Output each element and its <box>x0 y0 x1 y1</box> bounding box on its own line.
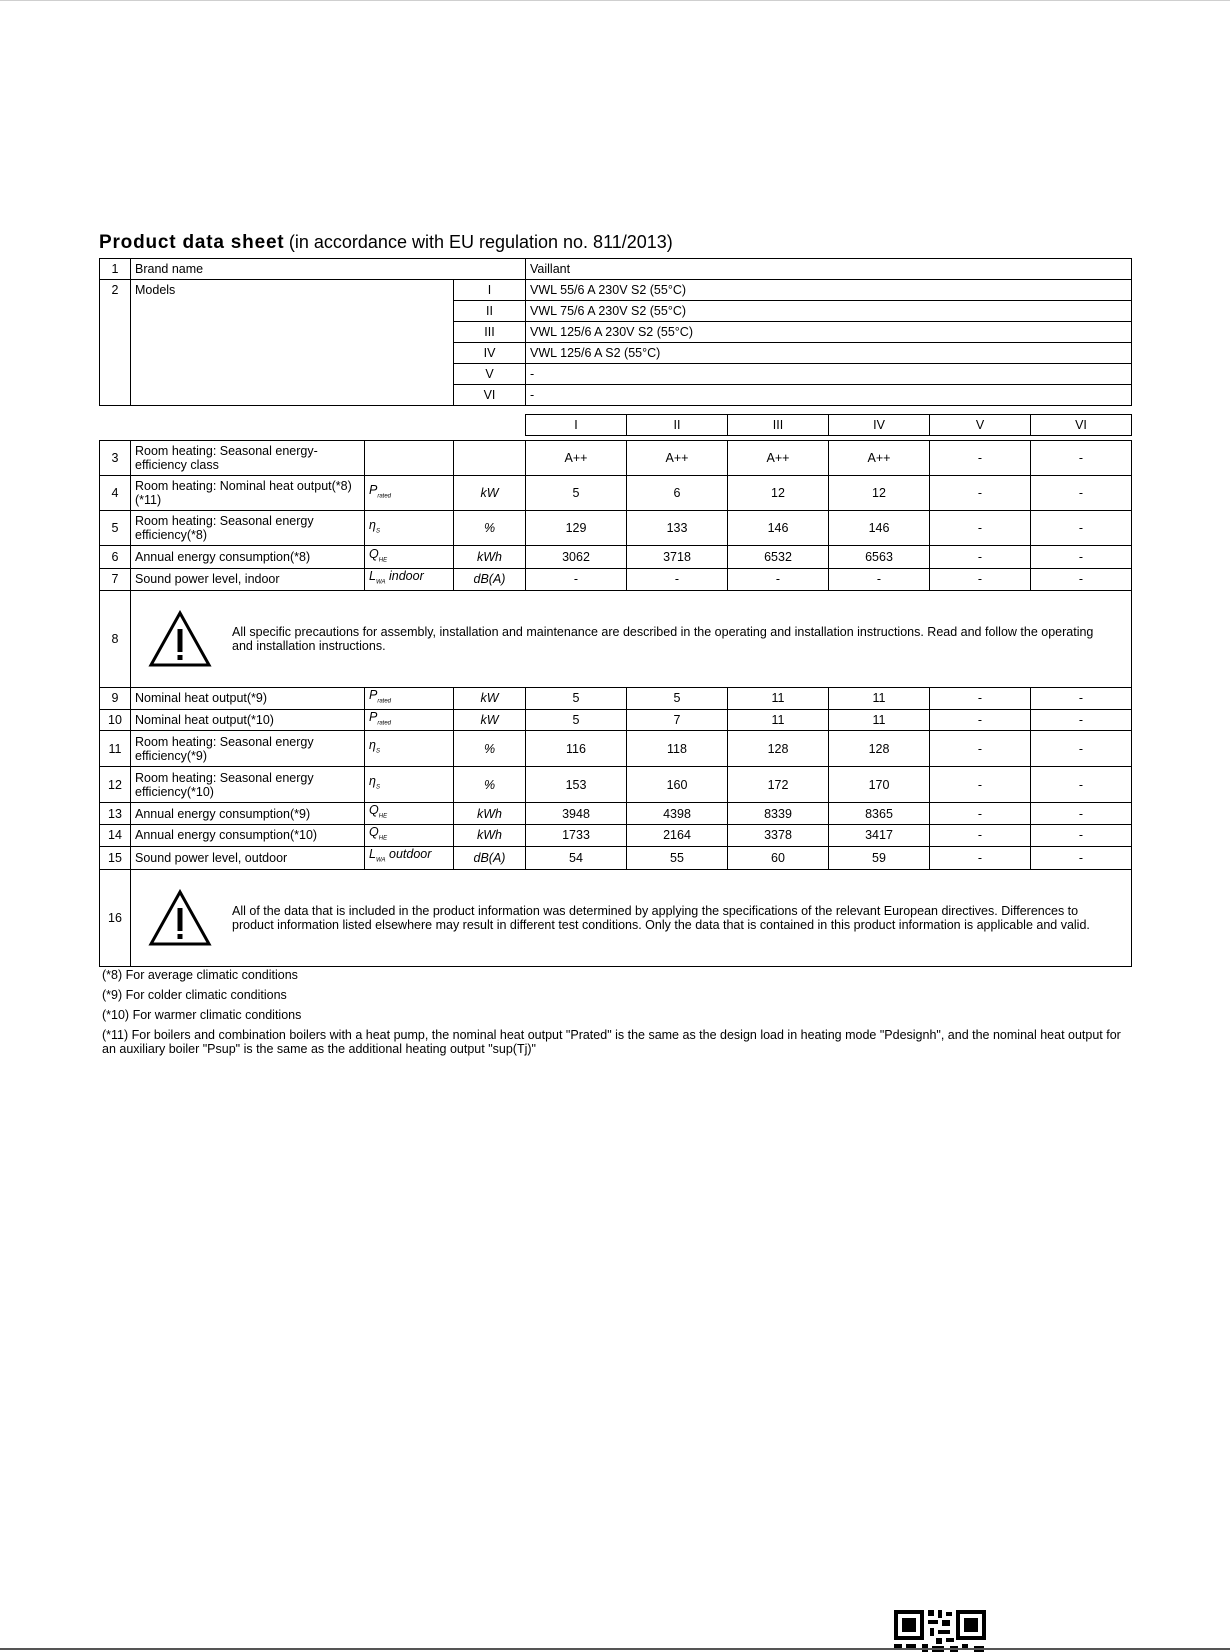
title-main: Product data sheet <box>99 232 285 253</box>
row-value: - <box>1031 546 1132 569</box>
row-value: - <box>930 709 1031 731</box>
row-value: 172 <box>728 767 829 803</box>
symbol-subscript: HE <box>378 835 388 842</box>
footnote: (*11) For boilers and combination boilers with a heat pump, the nominal heat output "Prated" is the same as the design load in heating mode "Pdesignh", and the nominal heat output for an auxiliary boiler "Psup" is the same as the additional heating output "sup(Tj)" <box>102 1028 1121 1056</box>
data-row <box>100 476 1132 511</box>
row-value: 133 <box>627 511 728 546</box>
row-value: - <box>930 569 1031 591</box>
footnote: (*9) For colder climatic conditions <box>102 988 287 1002</box>
row-unit: kWh <box>454 803 526 825</box>
model-name: VWL 125/6 A S2 (55°C) <box>526 343 1132 364</box>
row-label: Room heating: Seasonal energy efficiency(*10) <box>131 767 365 803</box>
row-unit: dB(A) <box>454 846 526 869</box>
symbol-letter: P <box>369 482 378 497</box>
symbol-letter: L <box>369 847 376 862</box>
row-value: - <box>1031 709 1132 731</box>
row-value: - <box>930 441 1031 476</box>
column-header: II <box>627 415 728 436</box>
column-header: V <box>930 415 1031 436</box>
model-name: VWL 125/6 A 230V S2 (55°C) <box>526 322 1132 343</box>
row-value: 3718 <box>627 546 728 569</box>
warning-cell <box>131 869 1132 966</box>
row-value: - <box>930 846 1031 869</box>
row-value: - <box>930 825 1031 847</box>
row-label: Sound power level, indoor <box>131 569 365 591</box>
row-value: 5 <box>526 709 627 731</box>
row-unit: kW <box>454 687 526 709</box>
symbol-subscript: rated <box>377 720 392 726</box>
symbol-letter: P <box>369 709 378 724</box>
row-value: 128 <box>728 731 829 767</box>
qr-code-icon <box>892 1608 990 1652</box>
column-header: VI <box>1031 415 1132 436</box>
row-value: 146 <box>829 511 930 546</box>
footnote: (*10) For warmer climatic conditions <box>102 1008 302 1022</box>
brand-label: Brand name <box>131 259 526 280</box>
row-symbol <box>365 546 454 569</box>
row-number: 7 <box>100 569 131 591</box>
row-value: 12 <box>829 476 930 511</box>
symbol-letter: Q <box>369 546 379 561</box>
row-value: - <box>526 569 627 591</box>
row-label: Room heating: Seasonal energy efficiency(*9) <box>131 731 365 767</box>
row-unit: kWh <box>454 825 526 847</box>
row-value: - <box>1031 441 1132 476</box>
warning-text: All of the data that is included in the product information was determined by applying the specifications of the relevant European directives. Differences to product information listed elsewhere may result in different test conditions. Only the data that is contained in this product information is applicable and valid. <box>232 903 1090 932</box>
symbol-letter: P <box>369 687 378 702</box>
column-header: III <box>728 415 829 436</box>
row-value: - <box>930 803 1031 825</box>
row-value: A++ <box>526 441 627 476</box>
row-symbol <box>365 846 454 869</box>
symbol-letter: Q <box>369 825 379 839</box>
row-symbol <box>365 687 454 709</box>
bottom-border <box>0 1648 1230 1650</box>
row-value: 6563 <box>829 546 930 569</box>
warning-row <box>100 590 1132 687</box>
row-value: 146 <box>728 511 829 546</box>
symbol-subscript: S <box>375 784 380 791</box>
row-value: - <box>930 687 1031 709</box>
warning-cell <box>131 590 1132 687</box>
model-name: - <box>526 385 1132 406</box>
warning-triangle-icon <box>148 610 212 668</box>
row-value: 8339 <box>728 803 829 825</box>
model-roman: II <box>454 301 526 322</box>
brand-value: Vaillant <box>526 259 1132 280</box>
warning-row <box>100 869 1132 966</box>
row-value: - <box>1031 569 1132 591</box>
row-value: 60 <box>728 846 829 869</box>
row-value: 7 <box>627 709 728 731</box>
row-value: 116 <box>526 731 627 767</box>
row-unit: dB(A) <box>454 569 526 591</box>
row-value: 3417 <box>829 825 930 847</box>
row-label: Sound power level, outdoor <box>131 846 365 869</box>
data-row <box>100 846 1132 869</box>
row-value: - <box>1031 476 1132 511</box>
row-value: - <box>930 767 1031 803</box>
row-value: - <box>1031 825 1132 847</box>
row-number: 15 <box>100 846 131 869</box>
row-value: - <box>930 511 1031 546</box>
row-number: 12 <box>100 767 131 803</box>
row-unit <box>454 441 526 476</box>
row-value: 160 <box>627 767 728 803</box>
row-number: 11 <box>100 731 131 767</box>
warning-triangle-icon <box>148 889 212 947</box>
row-value: 1733 <box>526 825 627 847</box>
row-number: 8 <box>100 590 131 687</box>
symbol-letter: η <box>369 517 376 532</box>
model-roman: III <box>454 322 526 343</box>
row-symbol <box>365 731 454 767</box>
row-unit: kW <box>454 709 526 731</box>
top-border <box>0 0 1230 1</box>
symbol-subscript: HE <box>378 813 388 820</box>
row-symbol <box>365 767 454 803</box>
symbol-subscript: rated <box>377 493 392 500</box>
symbol-suffix: indoor <box>385 569 424 583</box>
footnote: (*8) For average climatic conditions <box>102 968 298 982</box>
data-row <box>100 825 1132 847</box>
row-label: Annual energy consumption(*9) <box>131 803 365 825</box>
row-value: 4398 <box>627 803 728 825</box>
symbol-suffix: outdoor <box>385 847 432 862</box>
warning-text: All specific precautions for assembly, installation and maintenance are described in the operating and installation instructions. Read and follow the operating and installation instructions. <box>232 624 1094 653</box>
row-unit: % <box>454 511 526 546</box>
symbol-letter: L <box>369 569 376 583</box>
footnotes <box>102 968 1127 1062</box>
data-row <box>100 731 1132 767</box>
row-value: - <box>930 731 1031 767</box>
data-row <box>100 441 1132 476</box>
row-value: 3948 <box>526 803 627 825</box>
row-unit: kW <box>454 476 526 511</box>
column-header: I <box>526 415 627 436</box>
row-value: 2164 <box>627 825 728 847</box>
title-sub: (in accordance with EU regulation no. 811/2013) <box>288 232 673 252</box>
model-name: VWL 75/6 A 230V S2 (55°C) <box>526 301 1132 322</box>
model-name: - <box>526 364 1132 385</box>
model-roman: V <box>454 364 526 385</box>
row-value: 3062 <box>526 546 627 569</box>
row-value: 128 <box>829 731 930 767</box>
row-label: Annual energy consumption(*10) <box>131 825 365 847</box>
row-value: - <box>728 569 829 591</box>
brand-row <box>100 259 1132 280</box>
row-number: 1 <box>100 259 131 280</box>
model-roman: IV <box>454 343 526 364</box>
symbol-subscript: WA <box>375 579 386 586</box>
symbol-letter: η <box>369 774 376 789</box>
symbol-letter: η <box>369 738 376 753</box>
row-label: Room heating: Seasonal energy-efficiency class <box>131 441 365 476</box>
data-row <box>100 511 1132 546</box>
row-value: - <box>930 476 1031 511</box>
column-header: IV <box>829 415 930 436</box>
data-row <box>100 569 1132 591</box>
row-value: 8365 <box>829 803 930 825</box>
row-number: 16 <box>100 869 131 966</box>
row-label: Nominal heat output(*10) <box>131 709 365 731</box>
row-value: - <box>1031 767 1132 803</box>
row-number: 10 <box>100 709 131 731</box>
row-value: 11 <box>728 687 829 709</box>
row-number: 6 <box>100 546 131 569</box>
symbol-subscript: rated <box>377 698 392 705</box>
data-table <box>99 414 1132 967</box>
row-symbol <box>365 825 454 847</box>
row-number: 2 <box>100 280 131 406</box>
symbol-letter: Q <box>369 803 379 818</box>
row-value: A++ <box>728 441 829 476</box>
row-value: 5 <box>627 687 728 709</box>
model-roman: VI <box>454 385 526 406</box>
data-row <box>100 803 1132 825</box>
models-label: Models <box>131 280 454 406</box>
row-number: 4 <box>100 476 131 511</box>
row-unit: kWh <box>454 546 526 569</box>
row-number: 9 <box>100 687 131 709</box>
models-table <box>99 258 1132 406</box>
row-unit: % <box>454 731 526 767</box>
row-value: 3378 <box>728 825 829 847</box>
row-value: - <box>1031 846 1132 869</box>
row-number: 5 <box>100 511 131 546</box>
row-number: 3 <box>100 441 131 476</box>
row-number: 14 <box>100 825 131 847</box>
row-symbol <box>365 441 454 476</box>
header-spacer <box>100 415 526 436</box>
row-value: 5 <box>526 687 627 709</box>
row-value: - <box>1031 687 1132 709</box>
row-value: 11 <box>829 709 930 731</box>
page-title <box>99 232 673 254</box>
row-value: 129 <box>526 511 627 546</box>
row-number: 13 <box>100 803 131 825</box>
row-value: 118 <box>627 731 728 767</box>
row-value: 59 <box>829 846 930 869</box>
row-value: 170 <box>829 767 930 803</box>
row-label: Annual energy consumption(*8) <box>131 546 365 569</box>
symbol-subscript: WA <box>375 857 386 864</box>
row-label: Room heating: Seasonal energy efficiency(*8) <box>131 511 365 546</box>
row-label: Room heating: Nominal heat output(*8)(*11) <box>131 476 365 511</box>
row-value: 5 <box>526 476 627 511</box>
row-unit: % <box>454 767 526 803</box>
data-row <box>100 687 1132 709</box>
data-row <box>100 709 1132 731</box>
data-row <box>100 546 1132 569</box>
row-value: 153 <box>526 767 627 803</box>
symbol-subscript: HE <box>378 557 388 564</box>
warning-content <box>131 870 1131 966</box>
row-label: Nominal heat output(*9) <box>131 687 365 709</box>
row-symbol <box>365 476 454 511</box>
row-value: - <box>1031 731 1132 767</box>
row-symbol <box>365 511 454 546</box>
model-roman: I <box>454 280 526 301</box>
column-header-row <box>100 415 1132 436</box>
row-value: 54 <box>526 846 627 869</box>
warning-content <box>131 591 1131 687</box>
row-value: A++ <box>829 441 930 476</box>
data-row <box>100 767 1132 803</box>
row-value: A++ <box>627 441 728 476</box>
row-value: - <box>1031 511 1132 546</box>
row-symbol <box>365 709 454 731</box>
symbol-subscript: S <box>375 748 380 755</box>
row-symbol <box>365 803 454 825</box>
row-value: 11 <box>728 709 829 731</box>
row-value: 11 <box>829 687 930 709</box>
row-symbol <box>365 569 454 591</box>
row-value: - <box>1031 803 1132 825</box>
row-value: 12 <box>728 476 829 511</box>
row-value: - <box>930 546 1031 569</box>
row-value: 6 <box>627 476 728 511</box>
row-value: 55 <box>627 846 728 869</box>
row-value: 6532 <box>728 546 829 569</box>
row-value: - <box>627 569 728 591</box>
row-value: - <box>829 569 930 591</box>
model-row <box>100 280 1132 301</box>
symbol-subscript: S <box>375 528 380 535</box>
model-name: VWL 55/6 A 230V S2 (55°C) <box>526 280 1132 301</box>
